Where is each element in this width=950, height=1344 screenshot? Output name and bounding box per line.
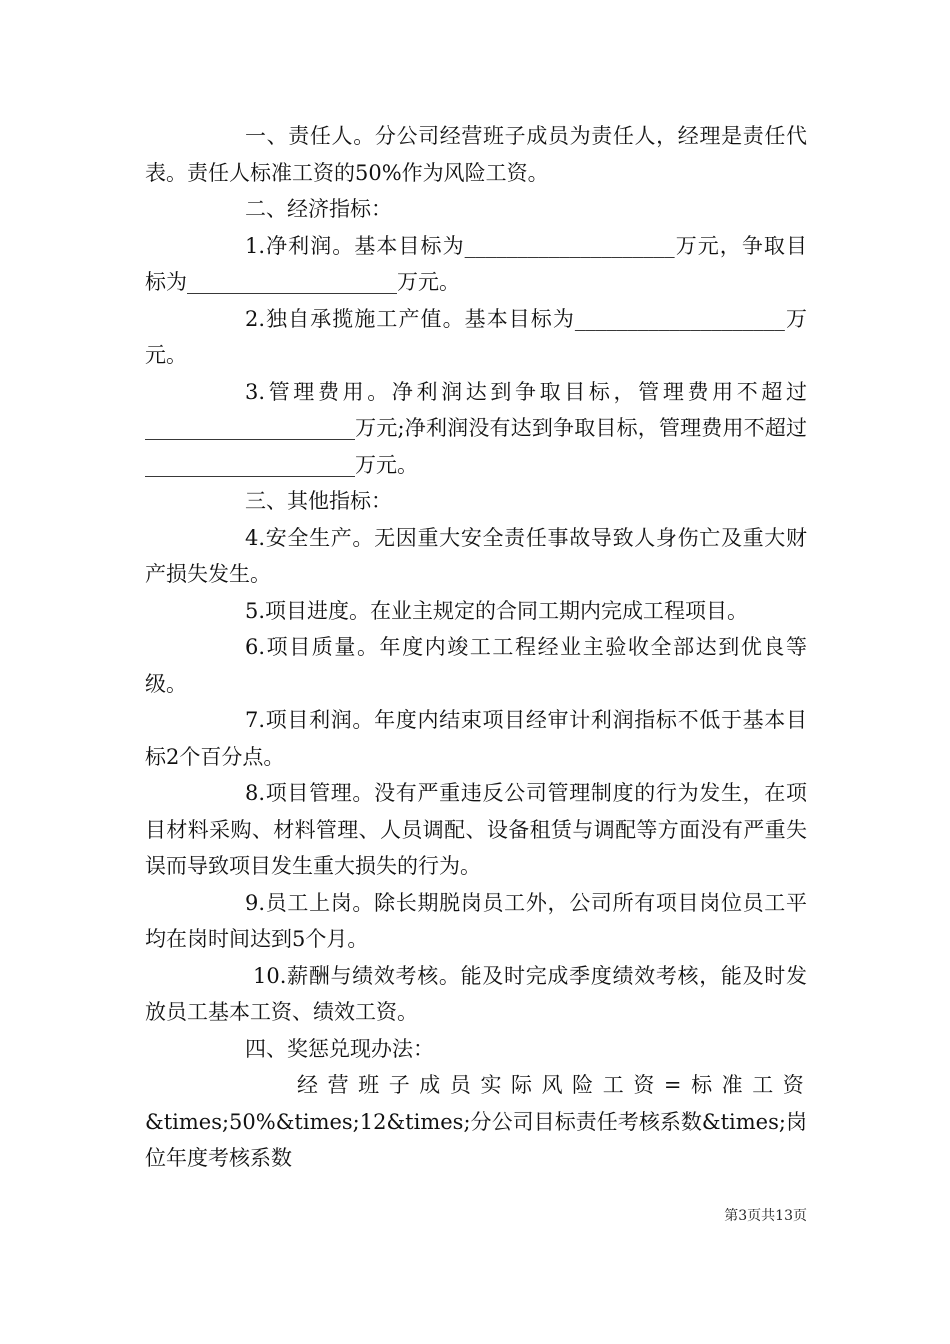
paragraph-management: 8.项目管理。没有严重违反公司管理制度的行为发生，在项目材料采购、材料管理、人员调配、设备租赁与调配等方面没有严重失误而导致项目发生重大损失的行为。 [145, 781, 807, 878]
paragraph-profit: 7.项目利润。年度内结束项目经审计利润指标不低于基本目标2个百分点。 [145, 708, 807, 769]
paragraph-construction-output: 2.独自承揽施工产值。基本目标为____________________万元。 [145, 306, 807, 367]
document-body [145, 118, 807, 1177]
page-number: 第3页共13页 [724, 1208, 807, 1224]
paragraph-formula [145, 1067, 807, 1177]
paragraph-progress: 5.项目进度。在业主规定的合同工期内完成工程项目。 [245, 598, 749, 623]
paragraph-net-profit: 1.净利润。基本目标为____________________万元，争取目标为____________________万元。 [145, 233, 807, 294]
paragraph-staffing: 9.员工上岗。除长期脱岗员工外，公司所有项目岗位员工平均在岗时间达到5个月。 [145, 890, 807, 951]
formula-rest: &times;50%&times;12&times;分公司目标责任考核系数&times;岗位年度考核系数 [145, 1109, 807, 1170]
paragraph-responsible-person: 一、责任人。分公司经营班子成员为责任人，经理是责任代表。责任人标准工资的50%作为风险工资。 [145, 124, 807, 185]
paragraph-compensation: 10.薪酬与绩效考核。能及时完成季度绩效考核，能及时发放员工基本工资、绩效工资。 [145, 963, 807, 1024]
paragraph-quality: 6.项目质量。年度内竣工工程经业主验收全部达到优良等级。 [145, 635, 807, 696]
heading-economic-indicators: 二、经济指标： [245, 197, 392, 221]
formula-lead: 经营班子成员实际风险工资=标准工资 [297, 1073, 807, 1097]
heading-other-indicators: 三、其他指标： [245, 489, 392, 513]
heading-rewards-penalties: 四、奖惩兑现办法： [245, 1036, 434, 1061]
paragraph-management-fees: 3.管理费用。净利润达到争取目标，管理费用不超过____________________万元;净利润没有达到争取目标，管理费用不超过____________________万元。 [145, 379, 807, 477]
paragraph-safety: 4.安全生产。无因重大安全责任事故导致人身伤亡及重大财产损失发生。 [145, 525, 807, 586]
